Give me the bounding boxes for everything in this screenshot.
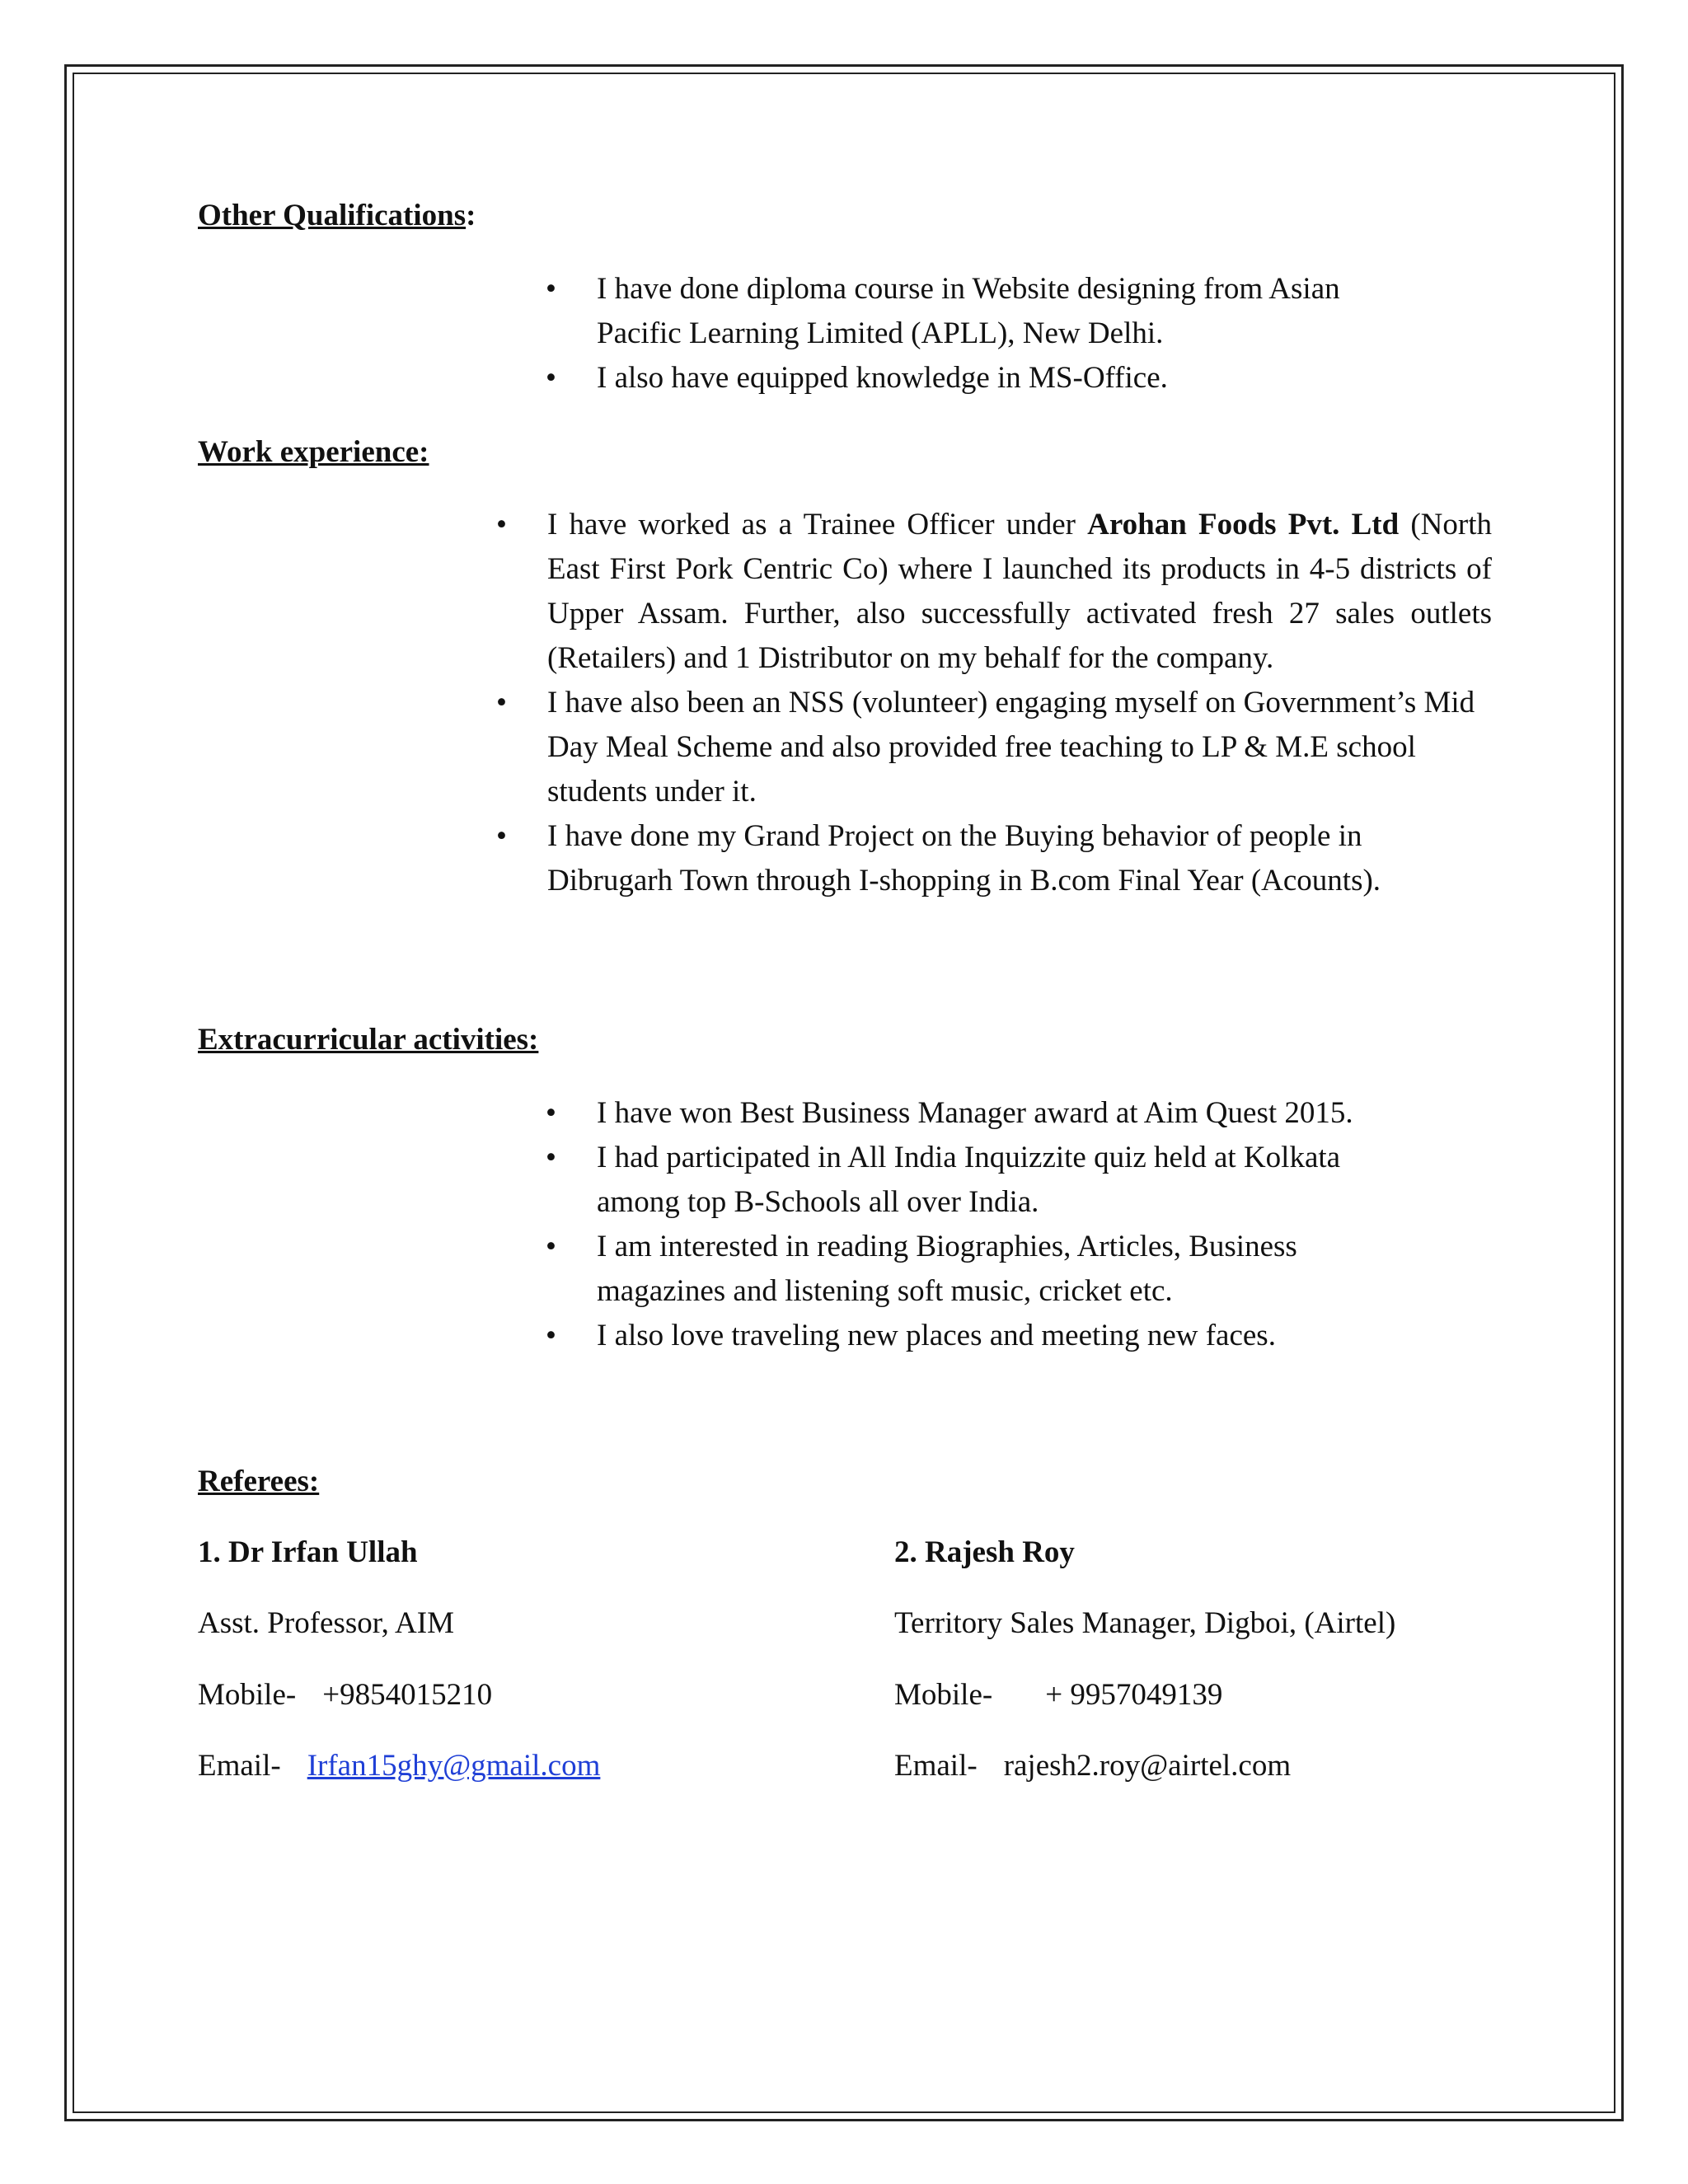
email-label: Email- bbox=[894, 1749, 978, 1783]
list-item bbox=[496, 503, 1492, 681]
work-experience-title: Work experience: bbox=[198, 435, 429, 469]
mobile-label: Mobile- bbox=[198, 1678, 297, 1712]
list-item: • I have done my Grand Project on the Buying behavior of people in Dibrugarh Town through I-shopping in B.com Final Year (Acounts). bbox=[496, 814, 1492, 903]
list-item: • I also have equipped knowledge in MS-Office. bbox=[546, 356, 1419, 401]
email-link[interactable]: Irfan15ghy@gmail.com bbox=[307, 1749, 601, 1783]
referee-1-name: 1. Dr Irfan Ullah bbox=[198, 1535, 418, 1569]
referee-2-mobile bbox=[894, 1677, 1222, 1713]
referee-2-name: 2. Rajesh Roy bbox=[894, 1535, 1075, 1569]
list-item: • I also love traveling new places and meeting new faces. bbox=[546, 1314, 1411, 1358]
other-qualifications-heading bbox=[198, 198, 476, 234]
referee-2-email bbox=[894, 1748, 1291, 1784]
company-name: Arohan Foods Pvt. Ltd bbox=[1087, 508, 1400, 541]
list-item: • I have also been an NSS (volunteer) engaging myself on Government’s Mid Day Meal Scheme and also provided free teaching to LP & M.E school students under it. bbox=[496, 681, 1492, 814]
email-text: rajesh2.roy@airtel.com bbox=[1003, 1749, 1292, 1783]
list-item: • I have done diploma course in Website designing from Asian Pacific Learning Limited (APLL), New Delhi. bbox=[546, 267, 1419, 356]
list-item: • I have won Best Business Manager award at Aim Quest 2015. bbox=[546, 1091, 1411, 1136]
work-experience-list bbox=[496, 503, 1492, 903]
mobile-number: + 9957049139 bbox=[1045, 1678, 1223, 1712]
other-qualifications-title: Other Qualifications bbox=[198, 199, 467, 232]
work-item-text: I have worked as a Trainee Officer under bbox=[547, 508, 1088, 541]
referee-1-mobile bbox=[198, 1677, 492, 1713]
list-item: • I am interested in reading Biographies, Articles, Business magazines and listening soft music, cricket etc. bbox=[546, 1225, 1411, 1314]
work-item-text: (North East First Pork Centric Co) where I launched its products in 4-5 districts of Upper Assam. Further, also successfully activated fresh 27 sales outlets (Retailers) and 1 Distributor on my behalf for the company. bbox=[547, 508, 1492, 675]
list-item: • I had participated in All India Inquizzite quiz held at Kolkata among top B-Schools all over India. bbox=[546, 1136, 1411, 1225]
email-label: Email- bbox=[198, 1749, 281, 1783]
referees-title: Referees: bbox=[198, 1465, 320, 1498]
other-qualifications-list bbox=[546, 267, 1419, 401]
mobile-label: Mobile- bbox=[894, 1678, 993, 1712]
referees-heading bbox=[198, 1464, 319, 1500]
referee-2-title: Territory Sales Manager, Digboi, (Airtel) bbox=[894, 1606, 1396, 1640]
extracurricular-list bbox=[546, 1091, 1411, 1358]
heading-colon: : bbox=[466, 199, 476, 232]
mobile-number: +9854015210 bbox=[322, 1678, 493, 1712]
extracurricular-title: Extracurricular activities: bbox=[198, 1023, 539, 1057]
work-experience-heading bbox=[198, 434, 429, 471]
referee-1-email bbox=[198, 1748, 600, 1784]
referee-1-title: Asst. Professor, AIM bbox=[198, 1606, 454, 1640]
extracurricular-heading bbox=[198, 1022, 538, 1058]
